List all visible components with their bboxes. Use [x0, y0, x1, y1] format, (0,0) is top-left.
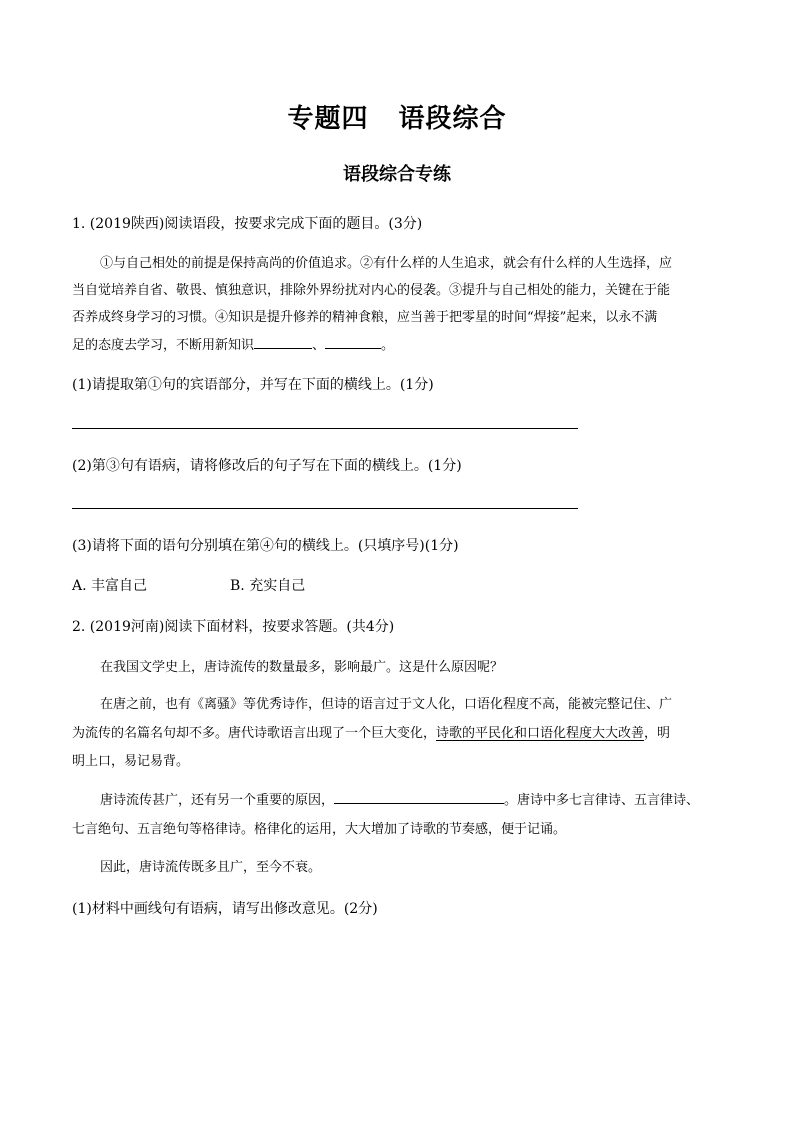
q2-paragraph-3-line-1 [72, 789, 752, 808]
title-name: 语段综合 [398, 104, 507, 134]
title-topic: 专题四 [287, 104, 369, 134]
underlined-sentence: 诗歌的平民化和口语化程度大大改善 [436, 726, 645, 741]
q1-subquestion-3: (3)请将下面的语句分别填在第④句的横线上。(只填序号)(1分) [72, 538, 459, 554]
q2-p3-line1-end: 。唐诗中多七言律诗、五言律诗、 [504, 793, 700, 808]
q2-paragraph-4: 因此，唐诗流传既多且广，至今不衰。 [100, 860, 322, 875]
q2-subquestion-1: (1)材料中画线句有语病，请写出修改意见。(2分) [72, 901, 378, 917]
fill-blank-2[interactable] [325, 334, 381, 349]
q2-paragraph-3-line-2: 七言绝句、五言绝句等格律诗。格律化的运用，大大增加了诗歌的节奏感，便于记诵。 [72, 822, 567, 837]
option-a: A. 丰富自己 [72, 578, 148, 594]
q1-paragraph-line-1: ①与自己相处的前提是保持高尚的价值追求。②有什么样的人生追求，就会有什么样的人生选择，应 [100, 256, 673, 271]
q1-paragraph-line-4 [72, 334, 724, 353]
q2-paragraph-2-line-2 [72, 722, 724, 741]
question-2-header: 2. (2019河南)阅读下面材料，按要求答题。(共4分) [72, 619, 395, 635]
q1-last-line-end: 。 [381, 338, 395, 353]
q2-p3-line1-start: 唐诗流传甚广，还有另一个重要的原因， [100, 793, 335, 808]
page-subtitle: 语段综合专练 [343, 164, 451, 185]
answer-line-1[interactable] [72, 428, 578, 429]
blank-separator: 、 [312, 338, 326, 353]
answer-line-2[interactable] [72, 508, 578, 509]
fill-blank-1[interactable] [254, 334, 312, 349]
q1-subquestion-1: (1)请提取第①句的宾语部分，并写在下面的横线上。(1分) [72, 377, 434, 393]
q1-paragraph-line-2: 当自觉培养自省、敬畏、慎独意识，排除外界纷扰对内心的侵袭。③提升与自己相处的能力，关键在于能 [72, 283, 671, 298]
option-b: B. 充实自己 [230, 578, 306, 594]
q2-p2-line2-end: ，明 [644, 726, 671, 741]
q1-last-line-text: 足的态度去学习，不断用新知识 [72, 338, 255, 353]
page-title [0, 98, 794, 135]
q2-p2-line2-start: 为流传的名篇名句却不多。唐代诗歌语言出现了一个巨大变化， [72, 726, 437, 741]
q2-paragraph-1: 在我国文学史上，唐诗流传的数量最多，影响最广。这是什么原因呢？ [100, 660, 504, 675]
q2-paragraph-2-line-3: 明上口，易记易背。 [72, 754, 190, 769]
q1-subquestion-2: (2)第③句有语病，请将修改后的句子写在下面的横线上。(1分) [72, 458, 462, 474]
fill-blank-3[interactable] [334, 789, 504, 804]
q2-paragraph-2-line-1: 在唐之前，也有《离骚》等优秀诗作，但诗的语言过于文人化，口语化程度不高，能被完整记住、广 [100, 697, 673, 712]
q1-paragraph-line-3: 否养成终身学习的习惯。④知识是提升修养的精神食粮，应当善于把零星的时间“焊接”起来，以永不满 [72, 310, 658, 325]
question-1-header: 1. (2019陕西)阅读语段，按要求完成下面的题目。(3分) [72, 216, 423, 232]
